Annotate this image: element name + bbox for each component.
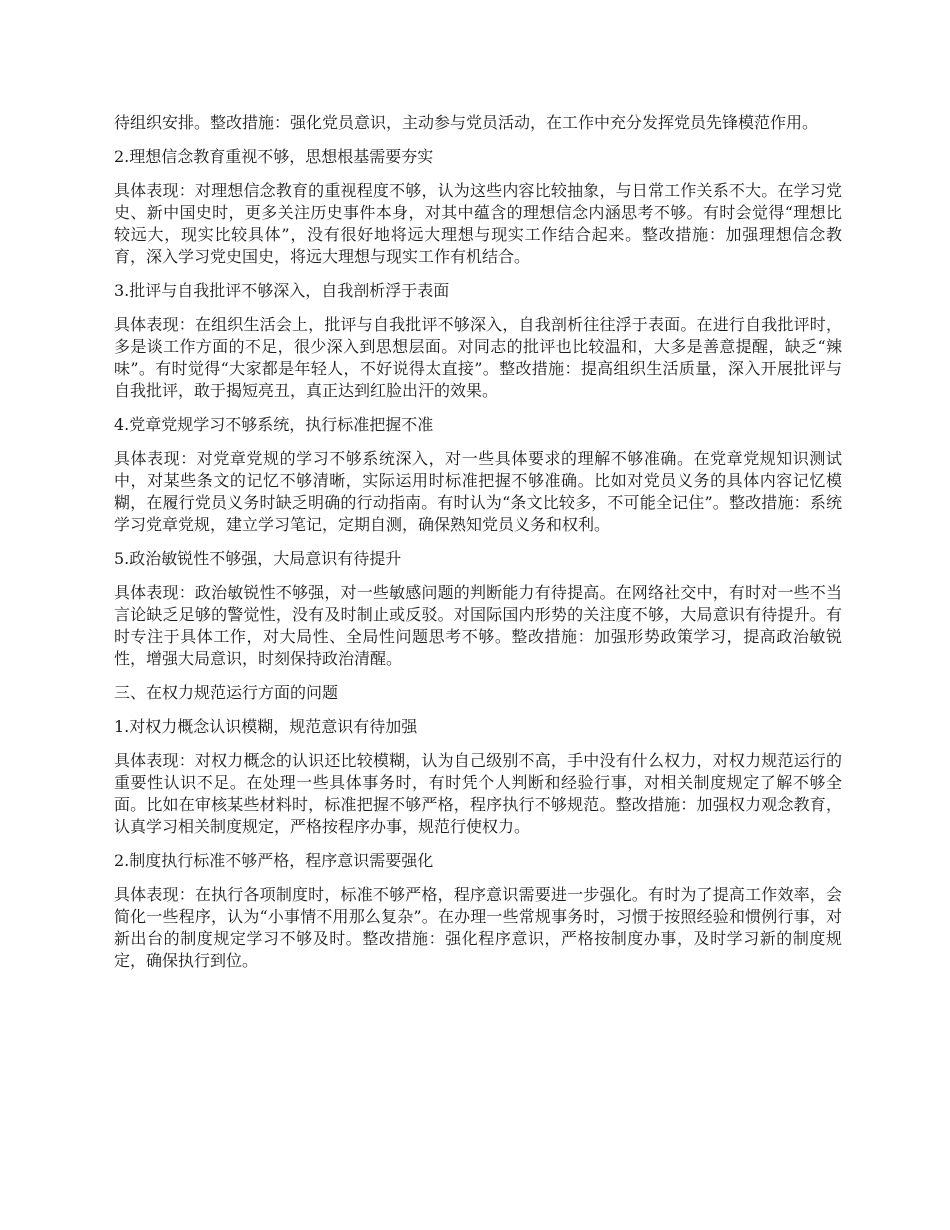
heading-5-political-sensitivity: 5.政治敏锐性不够强，大局意识有待提升 bbox=[114, 549, 402, 568]
paragraph-continuation: 待组织安排。整改措施：强化党员意识，主动参与党员活动，在工作中充分发挥党员先锋模范作用。 bbox=[114, 113, 819, 132]
paragraph-procedure: 具体表现：在执行各项制度时，标准不够严格，程序意识需要进一步强化。有时为了提高工作效率，会简化一些程序，认为“小事情不用那么复杂”。在办理一些常规事务时，习惯于按照经验和惯例行事，对新出台的制度规定学习不够及时。整改措施：强化程序意识，严格按制度办事，及时学习新的制度规定，确保执行到位。 bbox=[114, 885, 842, 970]
paragraph-power-concept: 具体表现：对权力概念的认识还比较模糊，认为自己级别不高，手中没有什么权力，对权力规范运行的重要性认识不足。在处理一些具体事务时，有时凭个人判断和经验行事，对相关制度规定了解不够全面。比如在审核某些材料时，标准把握不够严格，程序执行不够规范。整改措施：加强权力观念教育，认真学习相关制度规定，严格按程序办事，规范行使权力。 bbox=[114, 751, 842, 836]
paragraph-ideals-education: 具体表现：对理想信念教育的重视程度不够，认为这些内容比较抽象，与日常工作关系不大。在学习党史、新中国史时，更多关注历史事件本身，对其中蕴含的理想信念内涵思考不够。有时会觉得“理想比较远大，现实比较具体”，没有很好地将远大理想与现实工作结合起来。整改措施：加强理想信念教育，深入学习党史国史，将远大理想与现实工作有机结合。 bbox=[114, 181, 842, 266]
heading-2-ideals-education: 2.理想信念教育重视不够，思想根基需要夯实 bbox=[114, 147, 434, 166]
heading-1-power-concept: 1.对权力概念认识模糊，规范意识有待加强 bbox=[114, 717, 418, 736]
heading-3-criticism: 3.批评与自我批评不够深入，自我剖析浮于表面 bbox=[114, 281, 450, 300]
heading-2-procedure: 2.制度执行标准不够严格，程序意识需要强化 bbox=[114, 851, 434, 870]
paragraph-political-sensitivity: 具体表现：政治敏锐性不够强，对一些敏感问题的判断能力有待提高。在网络社交中，有时对一些不当言论缺乏足够的警觉性，没有及时制止或反驳。对国际国内形势的关注度不够，大局意识有待提升。有时专注于具体工作，对大局性、全局性问题思考不够。整改措施：加强形势政策学习，提高政治敏锐性，增强大局意识，时刻保持政治清醒。 bbox=[114, 583, 842, 668]
heading-4-party-rules: 4.党章党规学习不够系统，执行标准把握不准 bbox=[114, 415, 434, 434]
paragraph-criticism: 具体表现：在组织生活会上，批评与自我批评不够深入，自我剖析往往浮于表面。在进行自我批评时，多是谈工作方面的不足，很少深入到思想层面。对同志的批评也比较温和，大多是善意提醒，缺乏“辣味”。有时觉得“大家都是年轻人，不好说得太直接”。整改措施：提高组织生活质量，深入开展批评与自我批评，敢于揭短亮丑，真正达到红脸出汗的效果。 bbox=[114, 315, 842, 400]
paragraph-party-rules: 具体表现：对党章党规的学习不够系统深入，对一些具体要求的理解不够准确。在党章党规知识测试中，对某些条文的记忆不够清晰，实际运用时标准把握不够准确。比如对党员义务的具体内容记忆模糊，在履行党员义务时缺乏明确的行动指南。有时认为“条文比较多，不可能全记住”。整改措施：系统学习党章党规，建立学习笔记，定期自测，确保熟知党员义务和权利。 bbox=[114, 449, 842, 534]
section-3-title: 三、在权力规范运行方面的问题 bbox=[114, 683, 339, 702]
document-page bbox=[114, 112, 842, 984]
